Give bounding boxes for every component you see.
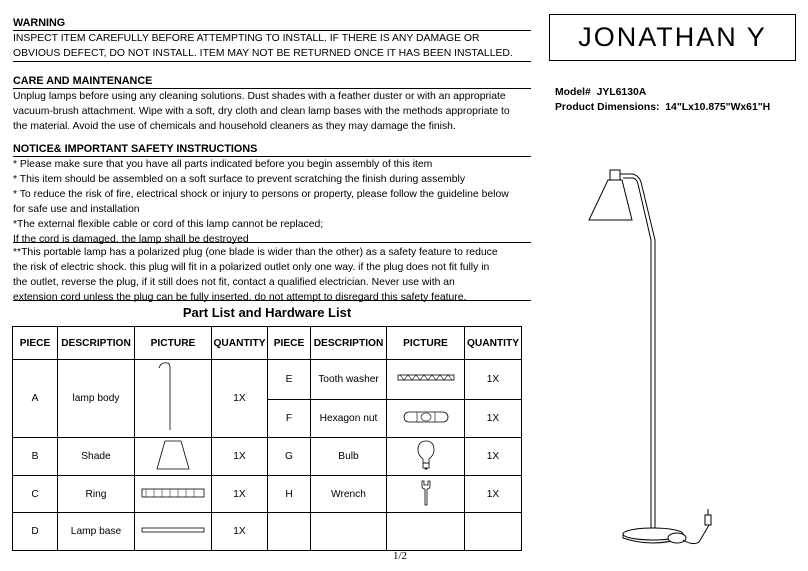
quantity-cell: 1X (212, 360, 268, 438)
column-header: PICTURE (135, 327, 212, 360)
table-row (13, 360, 522, 400)
model-info (555, 85, 770, 115)
lamp-socket-drawing (610, 170, 620, 180)
ring-icon (140, 487, 206, 499)
lamp-base-icon (140, 526, 206, 534)
quantity-cell: 1X (465, 438, 522, 476)
piece-cell: H (268, 476, 311, 513)
piece-cell: B (13, 438, 58, 476)
polarized-line: the outlet, reverse the plug, if it still does not fit, contact a qualified electrician. Never use with an (13, 277, 455, 288)
tooth-washer-icon (396, 372, 456, 384)
picture-cell (135, 360, 212, 438)
care-line: Unplug lamps before using any cleaning solutions. Dust shades with a feather duster or with an appropriate (13, 91, 506, 102)
empty-cell (465, 513, 522, 551)
parts-table (12, 326, 522, 551)
notice-line: for safe use and installation (13, 204, 140, 215)
description-cell: Shade (58, 438, 135, 476)
quantity-cell: 1X (465, 360, 522, 400)
description-cell: Tooth washer (311, 360, 387, 400)
notice-line: *The external flexible cable or cord of this lamp cannot be replaced; (13, 219, 324, 230)
model-label: Model# (555, 87, 591, 98)
polarized-line: **This portable lamp has a polarized plug (one blade is wider than the other) as a safety feature to reduce (13, 247, 498, 258)
quantity-cell: 1X (465, 399, 522, 437)
column-header: QUANTITY (212, 327, 268, 360)
table-row (13, 513, 522, 551)
quantity-cell: 1X (212, 513, 268, 551)
description-cell: Wrench (311, 476, 387, 513)
column-header: DESCRIPTION (58, 327, 135, 360)
piece-cell: C (13, 476, 58, 513)
divider (13, 88, 531, 89)
care-line: the material. Avoid the use of chemicals and household cleaners as they may damage the finish. (13, 121, 456, 132)
description-cell: Ring (58, 476, 135, 513)
table-header-row (13, 327, 522, 360)
quantity-cell: 1X (212, 476, 268, 513)
column-header: PICTURE (387, 327, 465, 360)
picture-cell (387, 360, 465, 400)
picture-cell (135, 513, 212, 551)
picture-cell (387, 476, 465, 513)
piece-cell: A (13, 360, 58, 438)
polarized-line: the risk of electric shock. this plug will fit in a polarized outlet only one way. if the plug does not fit fully in (13, 262, 490, 273)
notice-line: * To reduce the risk of fire, electrical shock or injury to persons or property, please follow the guideline below (13, 189, 509, 200)
warning-heading: WARNING (13, 17, 66, 29)
shade-icon (153, 439, 193, 471)
dimensions-value: 14"Lx10.875"Wx61"H (665, 102, 771, 113)
bulb-icon (416, 439, 436, 471)
empty-cell (268, 513, 311, 551)
parts-list-title: Part List and Hardware List (182, 305, 352, 320)
table-row (13, 476, 522, 513)
lamp-shade-drawing (589, 180, 632, 220)
page-number: 1/2 (393, 550, 408, 562)
description-cell: Lamp base (58, 513, 135, 551)
table-row (13, 438, 522, 476)
column-header: QUANTITY (465, 327, 522, 360)
divider (13, 242, 531, 243)
divider (13, 30, 531, 31)
notice-heading: NOTICE& IMPORTANT SAFETY INSTRUCTIONS (13, 143, 258, 155)
divider (13, 61, 531, 62)
model-value: JYL6130A (596, 87, 647, 98)
dimensions-line (555, 100, 770, 115)
hexagon-nut-icon (401, 410, 451, 424)
piece-cell: G (268, 438, 311, 476)
description-cell: Hexagon nut (311, 399, 387, 437)
wrench-icon (418, 479, 434, 507)
warning-section (13, 16, 523, 61)
polarized-section (13, 245, 523, 305)
piece-cell: F (268, 399, 311, 437)
brand-logo: JONATHAN Y (549, 14, 796, 61)
warning-line: OBVIOUS DEFECT, DO NOT INSTALL. ITEM MAY NOT BE RETURNED ONCE IT HAS BEEN INSTALLED. (13, 48, 513, 59)
picture-cell (135, 438, 212, 476)
model-line (555, 85, 770, 100)
column-header: DESCRIPTION (311, 327, 387, 360)
notice-line: * This item should be assembled on a soft surface to prevent scratching the finish during assembly (13, 174, 466, 185)
polarized-line: extension cord unless the plug can be fully inserted. do not attempt to disregard this safety feature. (13, 292, 467, 303)
description-cell: Bulb (311, 438, 387, 476)
care-section (13, 74, 523, 134)
notice-line: * Please make sure that you have all parts indicated before you begin assembly of this item (13, 159, 433, 170)
picture-cell (135, 476, 212, 513)
care-line: vacuum-brush attachment. Wipe with a soft, dry cloth and clean lamp bases with the methods appropriate to (13, 106, 510, 117)
piece-cell: E (268, 360, 311, 400)
quantity-cell: 1X (465, 476, 522, 513)
column-header: PIECE (268, 327, 311, 360)
description-cell: lamp body (58, 360, 135, 438)
notice-section (13, 142, 523, 247)
picture-cell (387, 399, 465, 437)
dimensions-label: Product Dimensions: (555, 102, 660, 113)
notice-line: If the cord is damaged, the lamp shall be destroyed (13, 234, 249, 245)
column-header: PIECE (13, 327, 58, 360)
quantity-cell: 1X (212, 438, 268, 476)
divider (13, 300, 531, 301)
divider (13, 156, 531, 157)
empty-cell (311, 513, 387, 551)
piece-cell: D (13, 513, 58, 551)
care-heading: CARE AND MAINTENANCE (13, 75, 153, 87)
warning-line: INSPECT ITEM CAREFULLY BEFORE ATTEMPTING TO INSTALL. IF THERE IS ANY DAMAGE OR (13, 33, 480, 44)
picture-cell (387, 438, 465, 476)
floor-lamp-illustration (575, 160, 725, 550)
empty-cell (387, 513, 465, 551)
lamp-body-icon (153, 360, 193, 434)
